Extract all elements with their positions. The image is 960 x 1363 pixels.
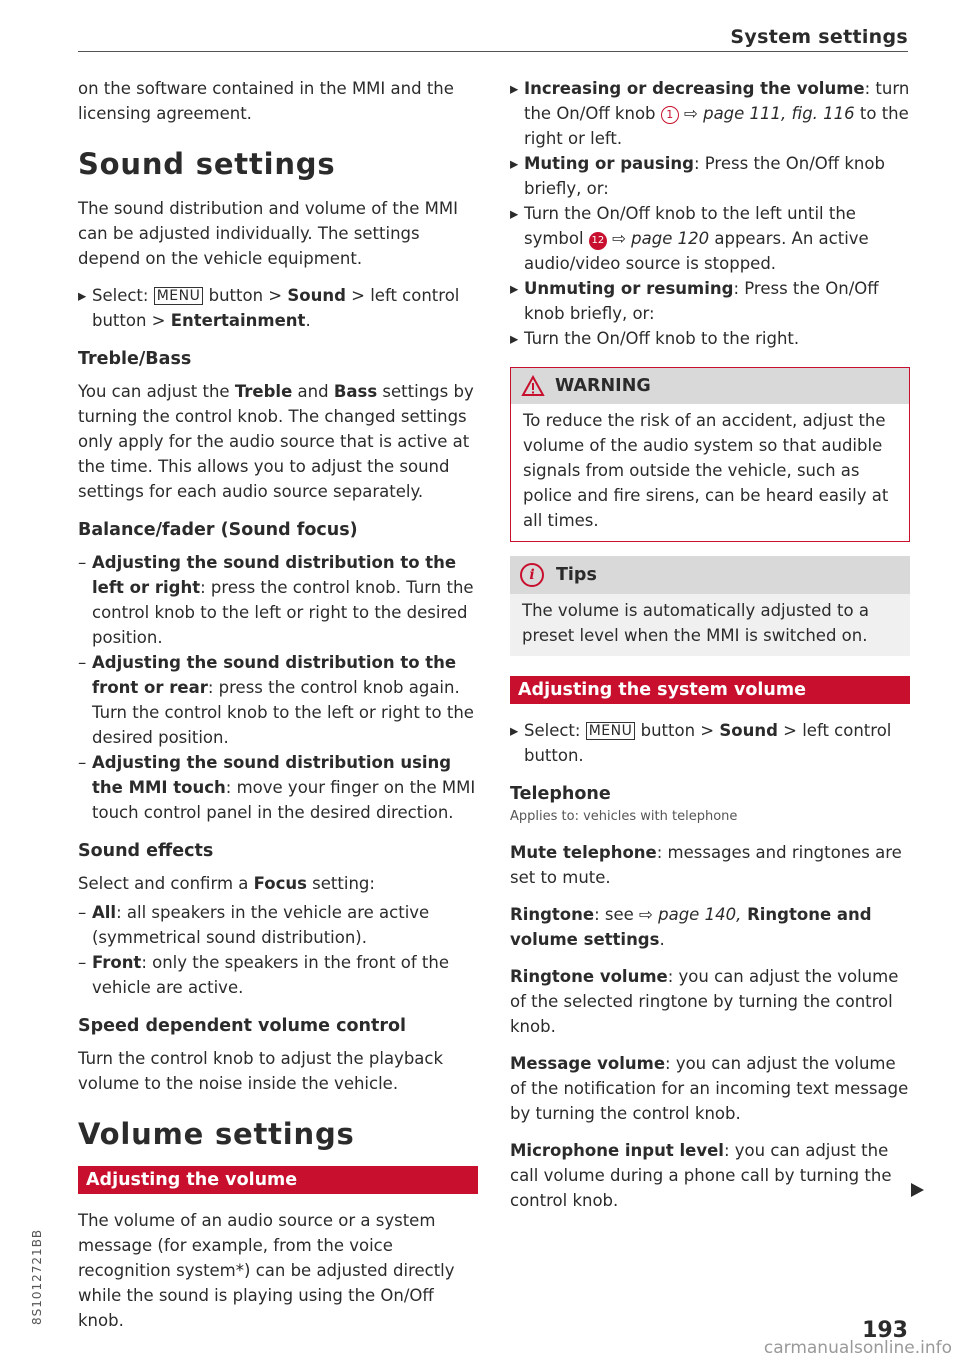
sound-settings-body: The sound distribution and volume of the MMI can be adjusted individually. The settings depend on the vehicle equipment. xyxy=(78,199,458,268)
microphone-level-text: Microphone input level: you can adjust the call volume during a phone call by turning the control knob. xyxy=(510,1141,892,1210)
continue-arrow-icon xyxy=(911,1183,924,1197)
list-item: – Adjusting the sound distribution to the front or rear: press the control knob again. Turn the control knob to the left or right to the desired position. xyxy=(78,653,474,747)
right-column xyxy=(510,76,910,1213)
page-reference-link[interactable]: page 140, xyxy=(658,905,742,924)
watermark: carmanualsonline.info xyxy=(763,1338,952,1358)
callout-number: 12 xyxy=(589,232,607,250)
warning-body: To reduce the risk of an accident, adjust the volume of the audio system so that audible signals from outside the vehicle, such as police and fire sirens, can be heard easily at all times. xyxy=(523,411,889,530)
list-item: – Adjusting the sound distribution using the MMI touch: move your finger on the MMI touch control panel in the desired direction. xyxy=(78,753,476,822)
page-reference-link[interactable]: page 111, fig. 116 xyxy=(703,104,855,123)
ringtone-text: Ringtone: see ⇨ page 140, Ringtone and volume settings. xyxy=(510,905,872,949)
volume-body: The volume of an audio source or a system message (for example, from the voice recognition system*) can be adjusted directly while the sound is playing using the On/Off knob. xyxy=(78,1211,455,1330)
header-rule xyxy=(78,51,908,52)
warning-box xyxy=(510,367,910,542)
speed-volume-heading: Speed dependent volume control xyxy=(78,1016,407,1036)
system-volume-bar: Adjusting the system volume xyxy=(510,676,910,704)
intro-text: on the software contained in the MMI and the licensing agreement. xyxy=(78,79,454,123)
list-item: ▸ Turn the On/Off knob to the right. xyxy=(510,326,910,351)
document-code: 8S1012721BB xyxy=(30,1228,44,1325)
triangle-bullet-icon: ▸ xyxy=(510,154,519,173)
list-item: – All: all speakers in the vehicle are active (symmetrical sound distribution). xyxy=(78,903,430,947)
adjusting-volume-bar: Adjusting the volume xyxy=(78,1166,478,1194)
triangle-bullet-icon: ▸ xyxy=(510,329,519,348)
mute-telephone-text: Mute telephone: messages and ringtones are set to mute. xyxy=(510,843,902,887)
info-icon: i xyxy=(520,563,544,587)
list-item: ▸ Turn the On/Off knob to the left until the symbol 12 ⇨ page 120 appears. An active audio/video source is stopped. xyxy=(510,201,910,276)
applies-note: Applies to: vehicles with telephone xyxy=(510,809,738,824)
menu-key: MENU xyxy=(154,287,204,305)
tips-box xyxy=(510,556,910,656)
warning-header xyxy=(511,368,909,404)
tips-title: Tips xyxy=(556,565,597,585)
sound-effects-intro: Select and confirm a Focus setting: xyxy=(78,874,375,893)
page-number: 193 xyxy=(862,1318,908,1343)
tips-body: The volume is automatically adjusted to a preset level when the MMI is switched on. xyxy=(522,601,869,645)
message-volume-text: Message volume: you can adjust the volume of the notification for an incoming text message by turning the control knob. xyxy=(510,1054,909,1123)
triangle-bullet-icon: ▸ xyxy=(78,286,87,305)
callout-number: 1 xyxy=(661,106,679,124)
volume-settings-heading: Volume settings xyxy=(78,1117,355,1151)
ringtone-volume-text: Ringtone volume: you can adjust the volume of the selected ringtone by turning the control knob. xyxy=(510,967,899,1036)
sound-select-instruction: ▸ Select: MENU button > Sound > left control button > Entertainment. xyxy=(78,283,478,333)
page-reference-link[interactable]: page 120 xyxy=(631,229,710,248)
triangle-bullet-icon: ▸ xyxy=(510,721,519,740)
system-select-instruction: ▸ Select: MENU button > Sound > left control button. xyxy=(510,718,910,768)
sound-settings-heading: Sound settings xyxy=(78,147,336,181)
list-item: ▸ Increasing or decreasing the volume: turn the On/Off knob 1 ⇨ page 111, fig. 116 to the right or left. xyxy=(510,76,910,151)
running-header: System settings xyxy=(730,26,908,48)
left-column xyxy=(78,76,478,1333)
triangle-bullet-icon: ▸ xyxy=(510,204,519,223)
list-item: – Adjusting the sound distribution to the left or right: press the control knob. Turn the control knob to the left or right to the desired position. xyxy=(78,553,474,647)
list-item: ▸ Unmuting or resuming: Press the On/Off knob briefly, or: xyxy=(510,276,910,326)
sound-effects-heading: Sound effects xyxy=(78,841,214,861)
list-item: – Front: only the speakers in the front of the vehicle are active. xyxy=(78,953,450,997)
telephone-heading: Telephone xyxy=(510,784,611,804)
triangle-bullet-icon: ▸ xyxy=(510,279,519,298)
speed-volume-body: Turn the control knob to adjust the playback volume to the noise inside the vehicle. xyxy=(78,1049,444,1093)
treble-bass-body: You can adjust the Treble and Bass settings by turning the control knob. The changed settings only apply for the audio source that is active at the time. This allows you to adjust the sound settings for each audio source separately. xyxy=(78,382,474,501)
menu-key: MENU xyxy=(586,722,636,740)
tips-header xyxy=(510,556,910,594)
list-item: ▸ Muting or pausing: Press the On/Off knob briefly, or: xyxy=(510,151,910,201)
warning-title: WARNING xyxy=(555,376,651,396)
treble-bass-heading: Treble/Bass xyxy=(78,349,192,369)
warning-triangle-icon xyxy=(521,375,545,397)
triangle-bullet-icon: ▸ xyxy=(510,79,519,98)
balance-fader-heading: Balance/fader (Sound focus) xyxy=(78,520,358,540)
